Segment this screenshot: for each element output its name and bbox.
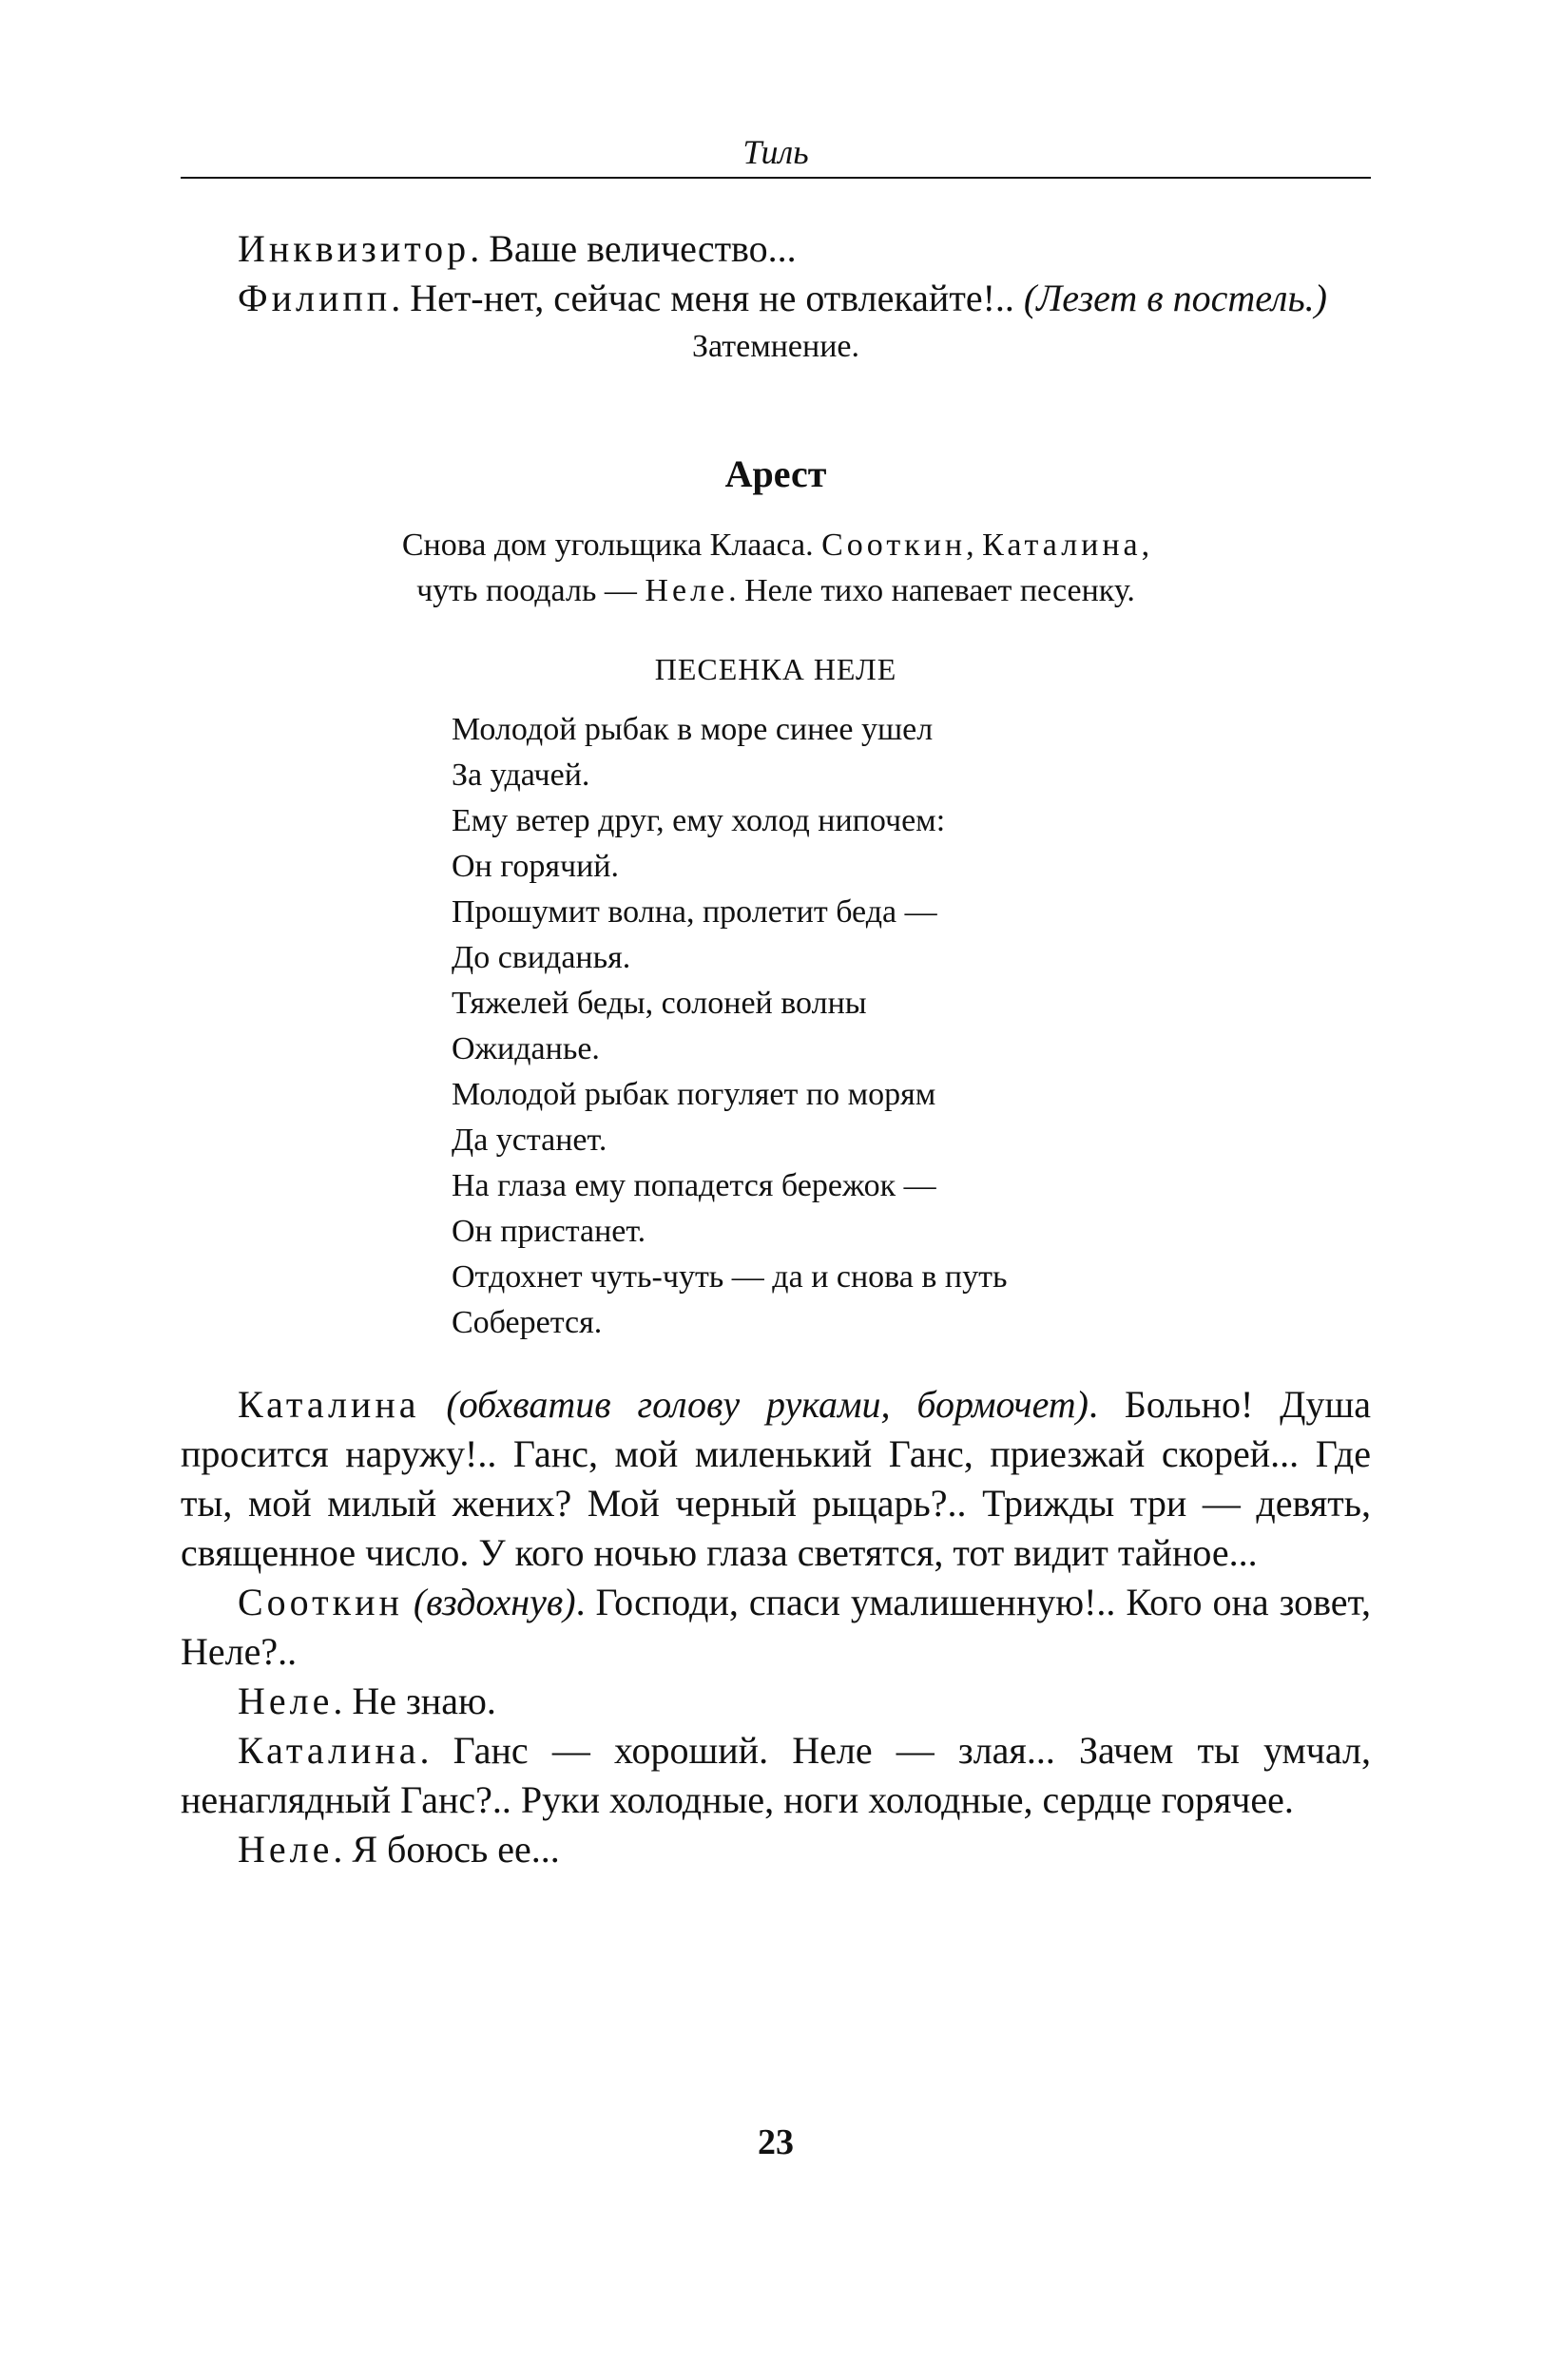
running-head: Тиль <box>742 133 809 171</box>
character-name: Сооткин <box>821 528 967 563</box>
speech-text: . Больно! Душа просится наружу!.. Ганс, мой миленький Ганс, приезжай скорей... Где ты, мой милый жених? Мой черный рыцарь?.. Трижды три — девять, священное число. У кого ночью глаза светятся, тот видит тайное... <box>181 1383 1372 1574</box>
header-rule <box>181 177 1371 179</box>
speech-inquisitor <box>181 224 1371 274</box>
speaker-name: Филипп <box>238 277 392 319</box>
speech-text: Нет-нет, сейчас меня не отвлекайте!.. <box>410 277 1024 319</box>
song-line: За удачей. <box>452 758 590 793</box>
song-verse <box>452 707 1371 1346</box>
speaker-name: Инквизитор <box>238 227 471 270</box>
dialog <box>181 1380 1371 1874</box>
scene-desc-text: . Неле тихо напевает песенку. <box>728 573 1135 608</box>
speaker-separator: . <box>333 1828 353 1871</box>
song-line: Да устанет. <box>452 1123 607 1158</box>
scene-desc-text: Снова дом угольщика Клааса. <box>401 528 822 563</box>
song-title: ПЕСЕНКА НЕЛЕ <box>654 652 897 686</box>
stage-direction: (вздохнув) <box>413 1581 576 1623</box>
speaker-separator <box>419 1383 446 1426</box>
song-line: Тяжелей беды, солоней волны <box>452 986 867 1021</box>
speech-text: Ганс — хороший. Неле — злая... Зачем ты умчал, ненаглядный Ганс?.. Руки холодные, ноги холодные, сердце горячее. <box>181 1729 1371 1821</box>
stage-direction: (Лезет в постель.) <box>1023 277 1327 319</box>
speaker-name: Сооткин <box>238 1581 403 1623</box>
speech-text: Ваше величество... <box>489 227 797 270</box>
speech-nele <box>181 1677 1371 1726</box>
speaker-separator: . <box>419 1729 453 1772</box>
speech-text: Не знаю. <box>352 1679 496 1722</box>
speaker-separator: . <box>391 277 411 319</box>
speech-philip <box>181 274 1371 323</box>
song-line: Молодой рыбак погуляет по морям <box>452 1077 936 1112</box>
page-number: 23 <box>758 2122 794 2162</box>
speech-text: Я боюсь ее... <box>352 1828 560 1871</box>
scene-title: Арест <box>724 452 827 495</box>
stage-direction: (обхватив голову руками, бормочет) <box>446 1383 1089 1426</box>
speaker-separator: . <box>470 227 490 270</box>
speech-sootkin <box>181 1578 1371 1677</box>
song-line: Он горячий. <box>452 849 619 884</box>
speaker-name: Неле <box>238 1828 334 1871</box>
scene-desc-text: , <box>1141 528 1150 563</box>
song-line: До свиданья. <box>452 940 631 975</box>
speech-katalina <box>181 1380 1371 1578</box>
speaker-name: Каталина <box>238 1383 420 1426</box>
song-line: На глаза ему попадется бережок — <box>452 1168 936 1203</box>
song-line: Прошумит волна, пролетит беда — <box>452 894 937 930</box>
song-line: Он пристанет. <box>452 1214 646 1249</box>
scene-desc-text: , <box>966 528 983 563</box>
scene-description-line-1 <box>181 523 1371 568</box>
speech-katalina <box>181 1726 1371 1825</box>
character-name: Каталина <box>982 528 1142 563</box>
song-line: Молодой рыбак в море синее ушел <box>452 712 934 747</box>
speaker-name: Каталина <box>238 1729 420 1772</box>
book-page <box>181 0 1371 2380</box>
blackout-direction: Затемнение. <box>692 329 859 364</box>
speaker-separator: . <box>333 1679 353 1722</box>
page-body <box>181 224 1371 1874</box>
speech-text: . Господи, спаси умалишенную!.. Кого она зовет, Неле?.. <box>181 1581 1372 1673</box>
song-line: Отдохнет чуть-чуть — да и снова в путь <box>452 1259 1008 1295</box>
speech-nele <box>181 1825 1371 1874</box>
character-name: Неле <box>645 573 729 608</box>
scene-desc-text: чуть поодаль — <box>416 573 646 608</box>
song-line: Ему ветер друг, ему холод нипочем: <box>452 803 946 838</box>
song-line: Ожиданье. <box>452 1031 600 1066</box>
song-line: Соберется. <box>452 1305 603 1340</box>
speaker-name: Неле <box>238 1679 334 1722</box>
speaker-separator <box>403 1581 414 1623</box>
scene-description-line-2 <box>181 568 1371 614</box>
